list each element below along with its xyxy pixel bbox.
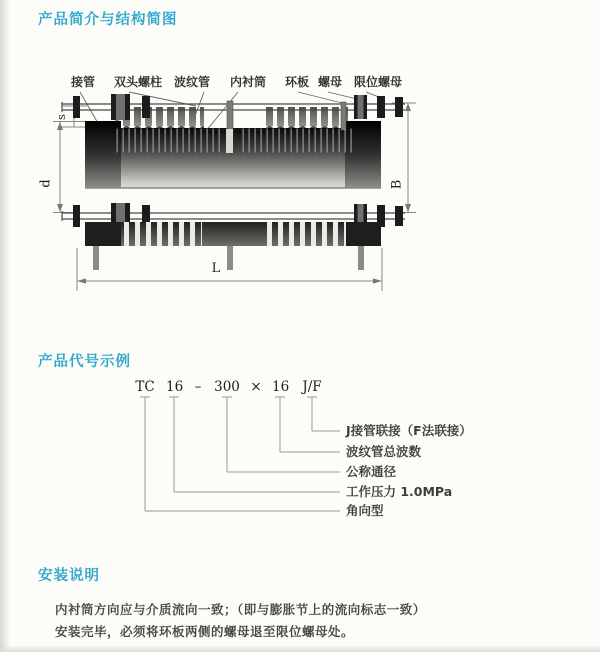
code-token-diameter: 300 — [214, 379, 240, 395]
code-token-times: × — [250, 379, 262, 395]
dim-label-b: B — [389, 179, 405, 190]
dim-label-l: L — [211, 261, 221, 276]
part-label-inner-liner: 内衬筒 — [230, 75, 267, 89]
part-label-pipe-end: 接管 — [71, 75, 96, 89]
callout-type: 角向型 — [346, 503, 384, 518]
code-token-connection: J/F — [302, 379, 322, 395]
part-label-bellows: 波纹管 — [174, 75, 211, 89]
code-callout-lines — [140, 397, 340, 511]
callout-connection: J接管联接（F法联接） — [346, 423, 472, 438]
code-token-pressure: 16 — [166, 379, 184, 395]
section-title-code: 产品代号示例 — [38, 354, 131, 370]
code-token-waves: 16 — [272, 379, 290, 395]
section-title-install: 安装说明 — [38, 568, 100, 584]
install-line-2: 安装完毕，必须将环板两侧的螺母退至限位螺母处。 — [55, 624, 355, 639]
callout-waves: 波纹管总波数 — [346, 444, 422, 459]
part-label-limit-nut: 限位螺母 — [354, 75, 403, 89]
part-label-ring-plate: 环板 — [285, 75, 310, 89]
install-line-1: 内衬筒方向应与介质流向一致；（即与膨胀节上的流向标志一致） — [55, 602, 426, 617]
code-token-dash: – — [194, 379, 202, 395]
section-title-intro: 产品简介与结构简图 — [38, 12, 178, 28]
code-token-type: TC — [135, 379, 155, 395]
callout-diameter: 公称通径 — [346, 464, 397, 479]
dim-label-s: s — [53, 114, 68, 120]
lower-body — [85, 222, 381, 246]
part-label-nut: 螺母 — [318, 75, 343, 89]
dim-label-d: d — [38, 179, 54, 188]
callout-pressure: 工作压力 1.0MPa — [346, 484, 453, 499]
part-label-stud: 双头螺柱 — [114, 75, 163, 89]
